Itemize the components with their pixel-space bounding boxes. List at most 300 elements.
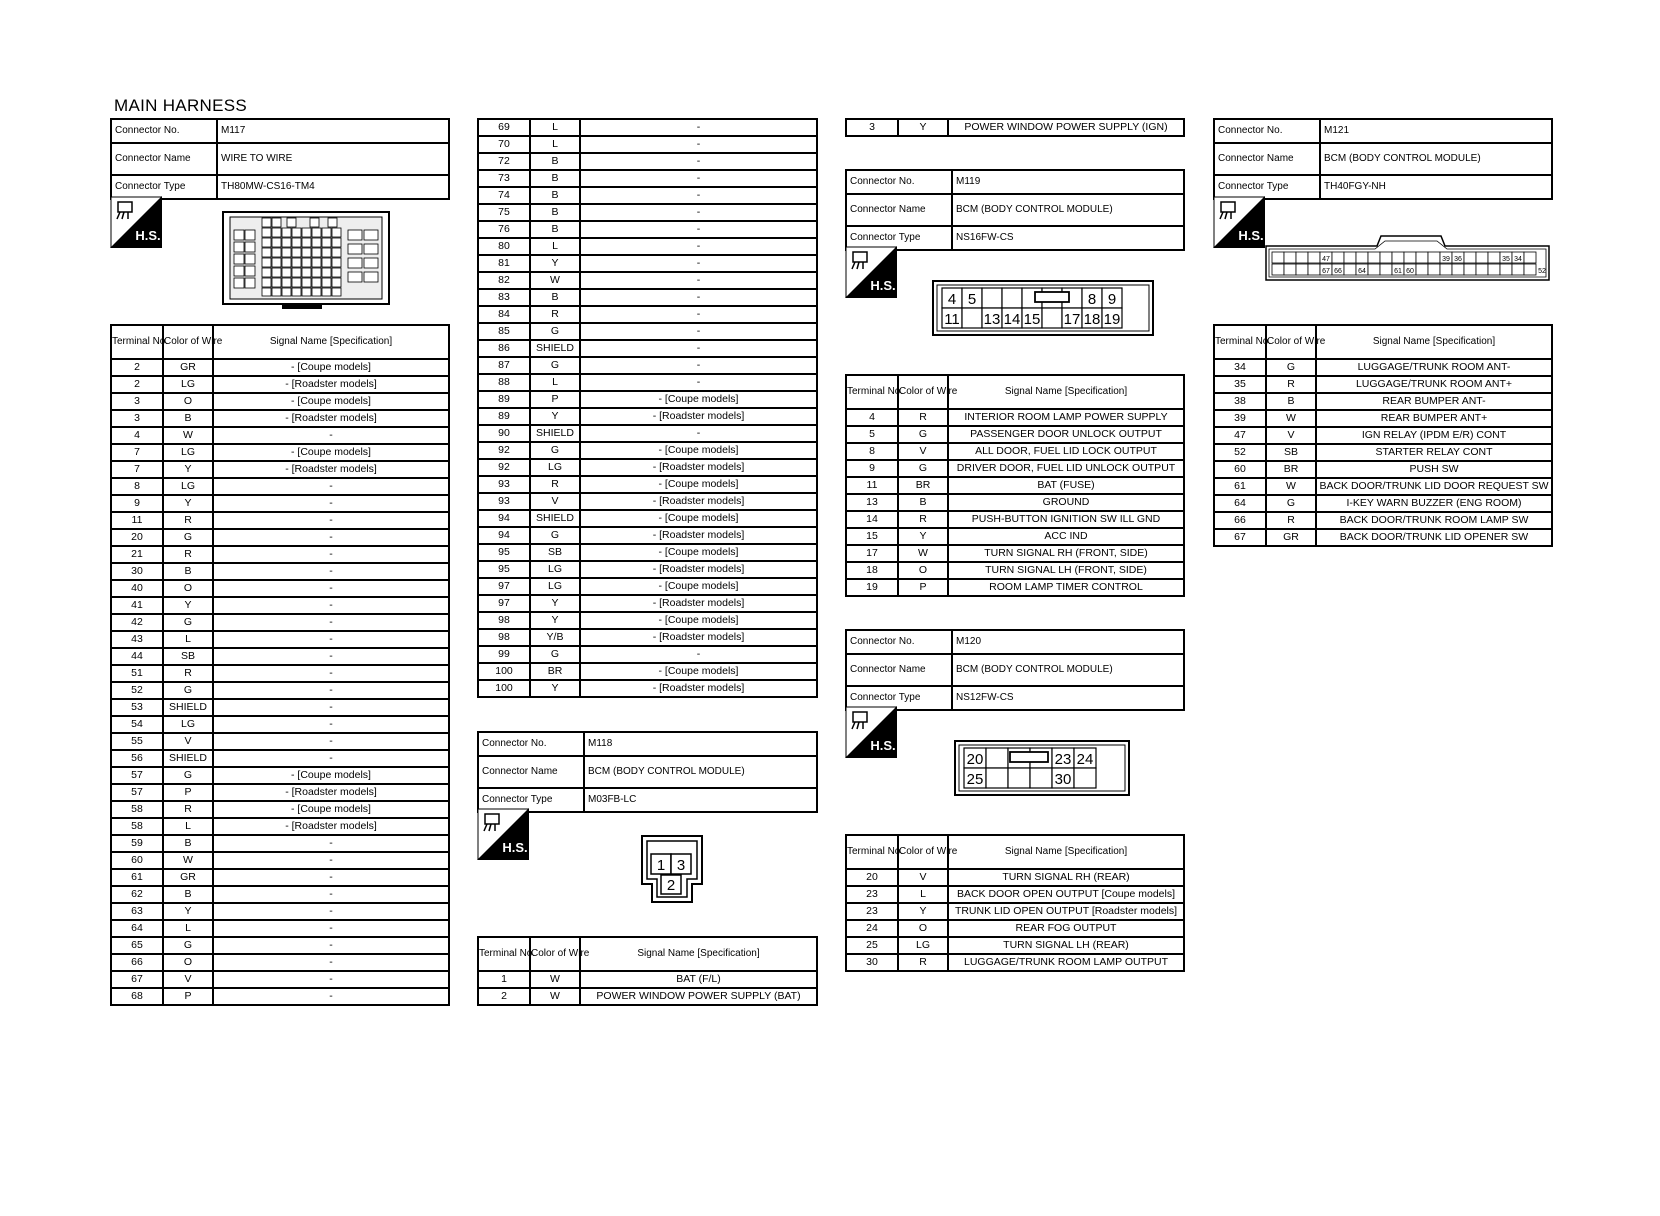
table-row (478, 629, 817, 646)
signal-name-cell: TRUNK LID OPEN OUTPUT [Roadster models] (948, 903, 1184, 920)
signal-name-cell: - [Roadster models] (580, 561, 817, 578)
table-row (478, 238, 817, 255)
wire-color-cell: O (163, 580, 213, 597)
terminal-no-cell: 100 (478, 680, 530, 697)
harness-side-icon (110, 196, 162, 248)
wire-color-cell: G (530, 357, 580, 374)
m119-connector-face (932, 280, 1154, 336)
table-row (111, 393, 449, 410)
table-row (111, 665, 449, 682)
wire-color-cell: B (530, 204, 580, 221)
harness-side-icon (845, 246, 897, 298)
m117-terminal-table (110, 324, 450, 1006)
table-row (846, 443, 1184, 460)
table-row (478, 289, 817, 306)
terminal-no-cell: 56 (111, 750, 163, 767)
wire-color-cell: R (898, 409, 948, 426)
terminal-no-cell: 59 (111, 835, 163, 852)
signal-name-cell: - [Coupe models] (580, 663, 817, 680)
terminal-no-cell: 94 (478, 510, 530, 527)
signal-name-cell: - [Roadster models] (213, 784, 449, 801)
m118-pin-label: 1 (656, 857, 666, 874)
signal-name-cell: - (213, 665, 449, 682)
table-row (478, 221, 817, 238)
terminal-no-cell: 84 (478, 306, 530, 323)
wire-color-cell: Y (530, 680, 580, 697)
table-row (111, 376, 449, 393)
harness-side-icon (477, 808, 529, 860)
signal-name-cell: - (580, 374, 817, 391)
table-row (478, 476, 817, 493)
wire-color-cell: L (530, 119, 580, 136)
signal-name-cell: - [Coupe models] (580, 544, 817, 561)
table-row (846, 494, 1184, 511)
terminal-no-cell: 7 (111, 461, 163, 478)
signal-name-cell: - (213, 954, 449, 971)
terminal-no-cell: 23 (846, 903, 898, 920)
terminal-no-cell: 51 (111, 665, 163, 682)
signal-name-cell: - (213, 563, 449, 580)
table-row (111, 801, 449, 818)
terminal-no-cell: 2 (111, 359, 163, 376)
terminal-no-cell: 64 (1214, 495, 1266, 512)
wire-color-cell: W (530, 272, 580, 289)
wire-color-cell: R (898, 954, 948, 971)
terminal-no-cell: 83 (478, 289, 530, 306)
wire-color-cell: B (530, 289, 580, 306)
wire-color-cell: O (898, 562, 948, 579)
wire-color-cell: G (530, 323, 580, 340)
table-row (478, 595, 817, 612)
terminal-no-cell: 42 (111, 614, 163, 631)
table-row (846, 886, 1184, 903)
m117-continued-terminal-table (477, 118, 818, 698)
connector-type-label: Connector Type (111, 175, 217, 199)
terminal-no-cell: 52 (111, 682, 163, 699)
signal-name-cell: - (580, 289, 817, 306)
terminal-no-cell: 14 (846, 511, 898, 528)
signal-name-cell: LUGGAGE/TRUNK ROOM ANT- (1316, 359, 1552, 376)
signal-name-cell: - [Coupe models] (580, 612, 817, 629)
signal-name-cell: BAT (FUSE) (948, 477, 1184, 494)
wire-color-cell: SB (163, 648, 213, 665)
wire-color-cell: G (530, 442, 580, 459)
signal-name-cell: - [Roadster models] (213, 818, 449, 835)
signal-name-cell: BACK DOOR/TRUNK LID DOOR REQUEST SW (1316, 478, 1552, 495)
signal-name-cell: - (213, 971, 449, 988)
terminal-no-cell: 58 (111, 801, 163, 818)
signal-name-cell: - (213, 903, 449, 920)
m119-connector-type: NS16FW-CS (952, 226, 1184, 250)
col-color-header: Color of Wire (530, 937, 580, 971)
table-row (478, 510, 817, 527)
terminal-no-cell: 95 (478, 544, 530, 561)
terminal-no-cell: 13 (846, 494, 898, 511)
table-row (478, 442, 817, 459)
terminal-no-cell: 58 (111, 818, 163, 835)
table-row (111, 886, 449, 903)
wire-color-cell: SHIELD (530, 340, 580, 357)
table-row (478, 646, 817, 663)
col-terminal-header: Terminal No. (478, 937, 530, 971)
signal-name-cell: - (213, 937, 449, 954)
connector-name-label: Connector Name (846, 654, 952, 686)
terminal-no-cell: 99 (478, 646, 530, 663)
table-row (1214, 478, 1552, 495)
m119-pin-label: 17 (1063, 311, 1081, 328)
m118-connector-name: BCM (BODY CONTROL MODULE) (584, 756, 817, 788)
terminal-no-cell: 95 (478, 561, 530, 578)
hs-text: H.S. (135, 228, 161, 243)
table-row (1214, 410, 1552, 427)
table-row (478, 204, 817, 221)
wire-color-cell: L (163, 920, 213, 937)
terminal-no-cell: 19 (846, 579, 898, 596)
terminal-no-cell: 86 (478, 340, 530, 357)
m121-pin-label: 34 (1514, 256, 1522, 263)
wire-color-cell: Y (530, 408, 580, 425)
signal-name-cell: - [Coupe models] (213, 767, 449, 784)
signal-name-cell: - [Coupe models] (580, 510, 817, 527)
wire-color-cell: GR (163, 359, 213, 376)
signal-name-cell: - [Roadster models] (580, 527, 817, 544)
table-row (111, 716, 449, 733)
signal-name-cell: - (213, 648, 449, 665)
wire-color-cell: Y (530, 612, 580, 629)
m121-connector-face (1265, 232, 1551, 282)
m121-pin-label: 61 (1394, 268, 1402, 275)
harness-side-icon (845, 706, 897, 758)
table-row (1214, 359, 1552, 376)
signal-name-cell: POWER WINDOW POWER SUPPLY (BAT) (580, 988, 817, 1005)
connector-name-label: Connector Name (1214, 143, 1320, 175)
terminal-no-cell: 40 (111, 580, 163, 597)
wire-color-cell: SHIELD (163, 699, 213, 716)
wire-color-cell: BR (530, 663, 580, 680)
signal-name-cell: - [Coupe models] (213, 444, 449, 461)
table-row (1214, 393, 1552, 410)
terminal-no-cell: 44 (111, 648, 163, 665)
col-color-header: Color of Wire (898, 375, 948, 409)
col-color-header: Color of Wire (898, 835, 948, 869)
wire-color-cell: Y (163, 597, 213, 614)
terminal-no-cell: 63 (111, 903, 163, 920)
table-row (111, 971, 449, 988)
m118-continued-terminal-table (845, 118, 1185, 137)
col-signal-header: Signal Name [Specification] (948, 835, 1184, 869)
wire-color-cell: W (530, 988, 580, 1005)
wire-color-cell: O (163, 954, 213, 971)
signal-name-cell: - (213, 852, 449, 869)
signal-name-cell: GROUND (948, 494, 1184, 511)
terminal-no-cell: 57 (111, 767, 163, 784)
table-row (478, 527, 817, 544)
signal-name-cell: REAR BUMPER ANT+ (1316, 410, 1552, 427)
table-row (111, 631, 449, 648)
table-row (846, 477, 1184, 494)
wire-color-cell: V (163, 971, 213, 988)
terminal-no-cell: 82 (478, 272, 530, 289)
table-row (1214, 427, 1552, 444)
table-row (111, 869, 449, 886)
wire-color-cell: L (898, 886, 948, 903)
table-row (846, 954, 1184, 971)
terminal-no-cell: 4 (846, 409, 898, 426)
wire-color-cell: P (163, 784, 213, 801)
m119-pin-label: 14 (1003, 311, 1021, 328)
table-row (478, 272, 817, 289)
terminal-no-cell: 61 (111, 869, 163, 886)
page-title: MAIN HARNESS (114, 96, 248, 115)
signal-name-cell: BACK DOOR OPEN OUTPUT [Coupe models] (948, 886, 1184, 903)
col-color-header: Color of Wire (163, 325, 213, 359)
terminal-no-cell: 41 (111, 597, 163, 614)
terminal-no-cell: 8 (111, 478, 163, 495)
m120-connector-info (845, 629, 1185, 711)
signal-name-cell: - (580, 187, 817, 204)
table-row (111, 614, 449, 631)
wire-color-cell: Y (163, 903, 213, 920)
signal-name-cell: - [Coupe models] (580, 578, 817, 595)
wire-color-cell: B (530, 153, 580, 170)
terminal-no-cell: 2 (478, 988, 530, 1005)
col-signal-header: Signal Name [Specification] (1316, 325, 1552, 359)
wire-color-cell: O (163, 393, 213, 410)
wire-color-cell: LG (530, 459, 580, 476)
table-row (478, 357, 817, 374)
hs-text: H.S. (502, 840, 528, 855)
terminal-no-cell: 9 (111, 495, 163, 512)
wire-color-cell: G (898, 426, 948, 443)
terminal-no-cell: 93 (478, 476, 530, 493)
wire-color-cell: B (163, 835, 213, 852)
m121-connector-name: BCM (BODY CONTROL MODULE) (1320, 143, 1552, 175)
wire-color-cell: R (163, 801, 213, 818)
terminal-no-cell: 90 (478, 425, 530, 442)
terminal-no-cell: 57 (111, 784, 163, 801)
wire-color-cell: SB (530, 544, 580, 561)
col-terminal-header: Terminal No. (111, 325, 163, 359)
connector-no-label: Connector No. (846, 630, 952, 654)
table-row (111, 852, 449, 869)
wire-color-cell: B (163, 410, 213, 427)
table-row (478, 119, 817, 136)
table-row (1214, 512, 1552, 529)
wire-color-cell: GR (163, 869, 213, 886)
wire-color-cell: R (163, 512, 213, 529)
m119-pin-label: 9 (1107, 291, 1117, 308)
table-row (111, 495, 449, 512)
signal-name-cell: - (213, 478, 449, 495)
table-row (111, 563, 449, 580)
m117-connector-no: M117 (217, 119, 449, 143)
signal-name-cell: - (580, 136, 817, 153)
wire-color-cell: G (1266, 495, 1316, 512)
table-row (111, 478, 449, 495)
signal-name-cell: - (580, 170, 817, 187)
terminal-no-cell: 67 (1214, 529, 1266, 546)
terminal-no-cell: 89 (478, 408, 530, 425)
terminal-no-cell: 70 (478, 136, 530, 153)
table-row (478, 663, 817, 680)
table-row (478, 680, 817, 697)
wire-color-cell: G (1266, 359, 1316, 376)
table-row (478, 459, 817, 476)
signal-name-cell: STARTER RELAY CONT (1316, 444, 1552, 461)
wire-color-cell: G (163, 767, 213, 784)
signal-name-cell: - (580, 153, 817, 170)
terminal-no-cell: 89 (478, 391, 530, 408)
table-row (478, 340, 817, 357)
col-terminal-header: Terminal No. (846, 375, 898, 409)
table-row (478, 988, 817, 1005)
harness-side-icon (1213, 196, 1265, 248)
signal-name-cell: - (213, 750, 449, 767)
m121-pin-label: 47 (1322, 256, 1330, 263)
signal-name-cell: - (213, 699, 449, 716)
table-row (846, 937, 1184, 954)
terminal-no-cell: 8 (846, 443, 898, 460)
signal-name-cell: - (580, 357, 817, 374)
terminal-no-cell: 52 (1214, 444, 1266, 461)
signal-name-cell: - (213, 427, 449, 444)
table-row (111, 699, 449, 716)
signal-name-cell: - [Roadster models] (580, 459, 817, 476)
signal-name-cell: - (580, 238, 817, 255)
m119-pin-label: 8 (1087, 291, 1097, 308)
m118-connector-info (477, 731, 818, 813)
connector-type-label: Connector Type (846, 686, 952, 710)
terminal-no-cell: 47 (1214, 427, 1266, 444)
table-row (111, 648, 449, 665)
wire-color-cell: R (530, 476, 580, 493)
terminal-no-cell: 88 (478, 374, 530, 391)
wire-color-cell: V (898, 443, 948, 460)
wire-color-cell: R (1266, 376, 1316, 393)
signal-name-cell: - (213, 631, 449, 648)
connector-no-label: Connector No. (846, 170, 952, 194)
m119-pin-label: 15 (1023, 311, 1041, 328)
wire-color-cell: B (530, 170, 580, 187)
terminal-no-cell: 92 (478, 459, 530, 476)
wire-color-cell: G (898, 460, 948, 477)
table-row (1214, 376, 1552, 393)
wire-color-cell: B (163, 886, 213, 903)
wire-color-cell: B (163, 563, 213, 580)
signal-name-cell: - (580, 119, 817, 136)
signal-name-cell: - (580, 425, 817, 442)
wire-color-cell: BR (898, 477, 948, 494)
table-row (478, 187, 817, 204)
m120-connector-name: BCM (BODY CONTROL MODULE) (952, 654, 1184, 686)
m119-pin-label: 13 (983, 311, 1001, 328)
signal-name-cell: ACC IND (948, 528, 1184, 545)
terminal-no-cell: 5 (846, 426, 898, 443)
terminal-no-cell: 74 (478, 187, 530, 204)
terminal-no-cell: 97 (478, 578, 530, 595)
table-row (478, 374, 817, 391)
m121-pin-label: 67 (1322, 268, 1330, 275)
terminal-no-cell: 17 (846, 545, 898, 562)
table-row (111, 733, 449, 750)
wire-color-cell: W (163, 852, 213, 869)
table-row (478, 493, 817, 510)
table-row (478, 561, 817, 578)
terminal-no-cell: 24 (846, 920, 898, 937)
signal-name-cell: - (580, 340, 817, 357)
terminal-no-cell: 75 (478, 204, 530, 221)
table-row (1214, 444, 1552, 461)
wire-color-cell: G (530, 527, 580, 544)
terminal-no-cell: 35 (1214, 376, 1266, 393)
wire-color-cell: B (898, 494, 948, 511)
signal-name-cell: - [Roadster models] (580, 595, 817, 612)
wire-color-cell: V (163, 733, 213, 750)
signal-name-cell: - [Roadster models] (213, 376, 449, 393)
table-row (478, 170, 817, 187)
connector-name-label: Connector Name (846, 194, 952, 226)
m120-pin-label: 24 (1076, 751, 1094, 768)
terminal-no-cell: 34 (1214, 359, 1266, 376)
signal-name-cell: - (213, 495, 449, 512)
table-row (111, 903, 449, 920)
signal-name-cell: LUGGAGE/TRUNK ROOM ANT+ (1316, 376, 1552, 393)
table-row (111, 359, 449, 376)
wire-color-cell: Y (163, 495, 213, 512)
wire-color-cell: LG (163, 716, 213, 733)
wire-color-cell: Y (898, 903, 948, 920)
m121-pin-label: 52 (1538, 268, 1546, 275)
terminal-no-cell: 72 (478, 153, 530, 170)
wire-color-cell: SHIELD (163, 750, 213, 767)
terminal-no-cell: 30 (846, 954, 898, 971)
table-row (846, 460, 1184, 477)
table-row (846, 920, 1184, 937)
wire-color-cell: P (163, 988, 213, 1005)
signal-name-cell: - (213, 614, 449, 631)
signal-name-cell: POWER WINDOW POWER SUPPLY (IGN) (948, 119, 1184, 136)
signal-name-cell: ROOM LAMP TIMER CONTROL (948, 579, 1184, 596)
wire-color-cell: W (530, 971, 580, 988)
signal-name-cell: - [Roadster models] (580, 493, 817, 510)
table-row (111, 580, 449, 597)
terminal-no-cell: 93 (478, 493, 530, 510)
m117-connector-face (222, 208, 392, 310)
m120-connector-type: NS12FW-CS (952, 686, 1184, 710)
terminal-no-cell: 25 (846, 937, 898, 954)
terminal-no-cell: 54 (111, 716, 163, 733)
terminal-no-cell: 55 (111, 733, 163, 750)
wire-color-cell: BR (1266, 461, 1316, 478)
terminal-no-cell: 98 (478, 629, 530, 646)
m118-connector-no: M118 (584, 732, 817, 756)
connector-name-label: Connector Name (111, 143, 217, 175)
wire-color-cell: V (530, 493, 580, 510)
table-row (1214, 461, 1552, 478)
m120-terminal-table (845, 834, 1185, 972)
table-row (478, 153, 817, 170)
connector-no-label: Connector No. (478, 732, 584, 756)
terminal-no-cell: 4 (111, 427, 163, 444)
wire-color-cell: L (163, 818, 213, 835)
signal-name-cell: - (580, 204, 817, 221)
signal-name-cell: - [Roadster models] (580, 408, 817, 425)
m118-terminal-table (477, 936, 818, 1006)
wire-color-cell: Y (530, 255, 580, 272)
terminal-no-cell: 11 (846, 477, 898, 494)
wire-color-cell: L (163, 631, 213, 648)
table-row (111, 937, 449, 954)
